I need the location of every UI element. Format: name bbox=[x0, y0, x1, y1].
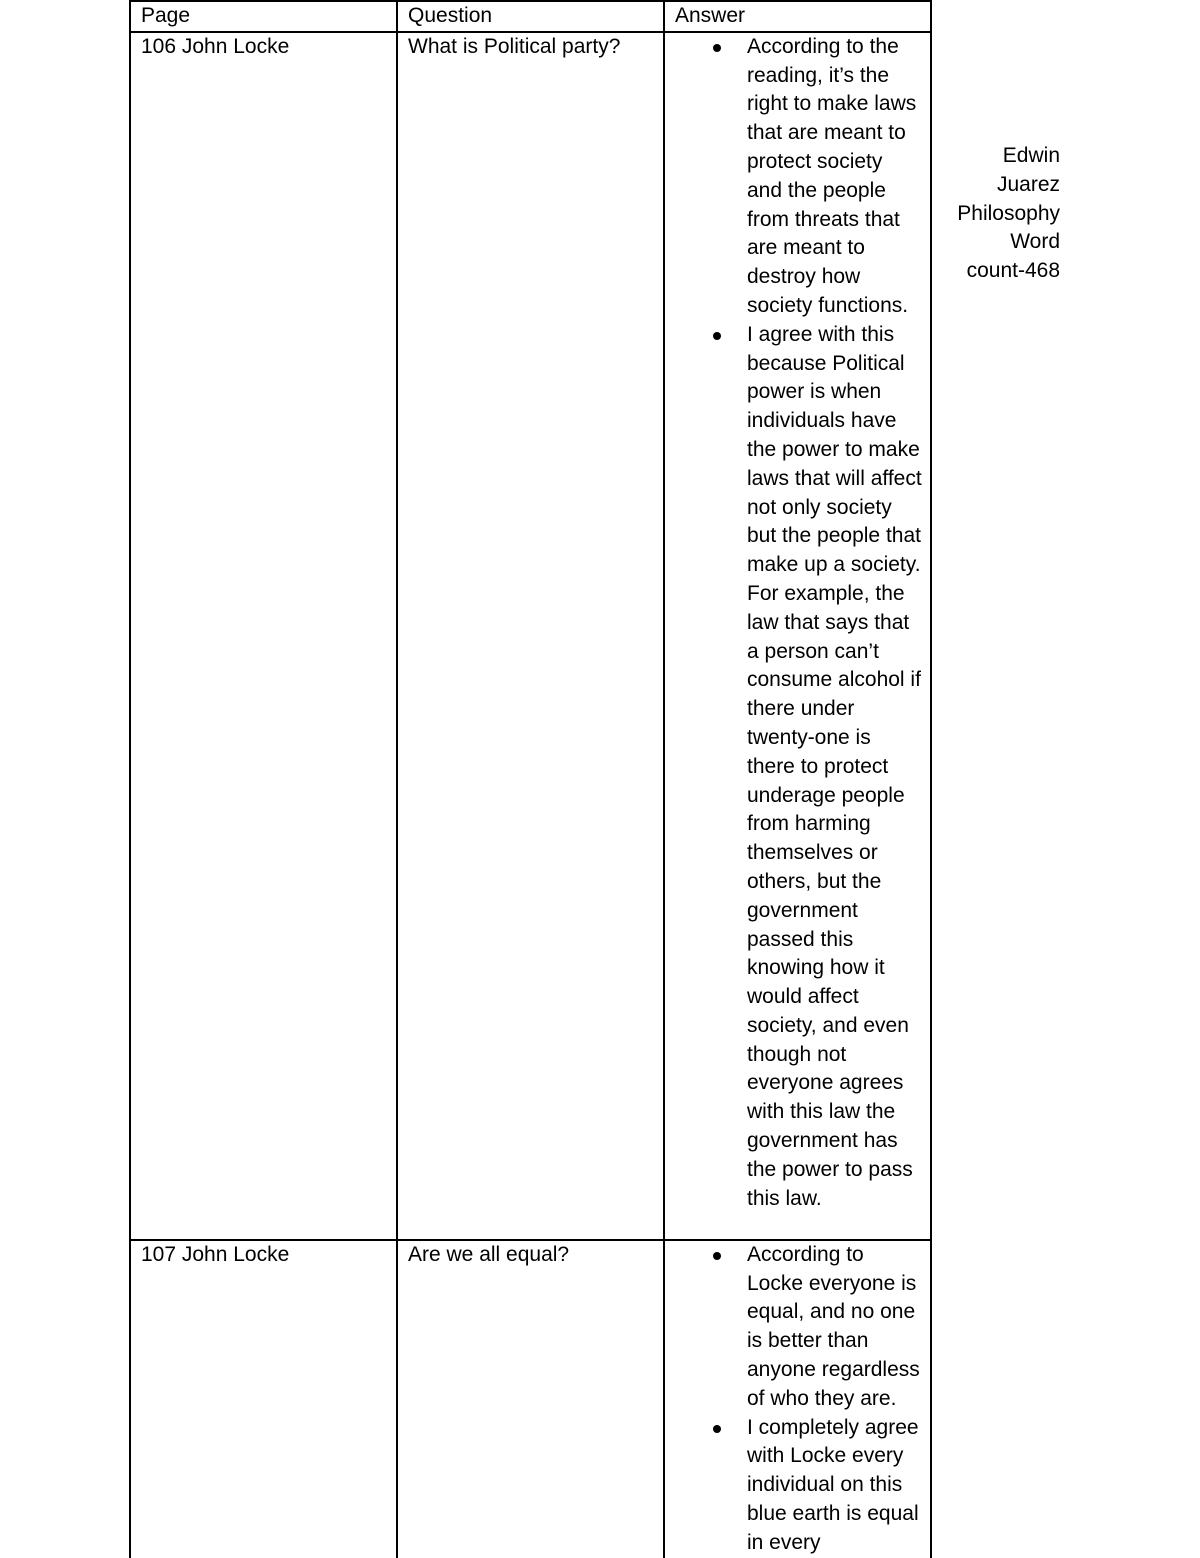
answer-cell bbox=[664, 32, 931, 1240]
answer-text: According to Locke everyone is equal, and no one is better than anyone regardless of who they are. bbox=[747, 1242, 920, 1410]
answer-text: I completely agree with Locke every individual on this blue earth is equal in every bbox=[747, 1415, 919, 1554]
answer-list bbox=[675, 1241, 922, 1558]
answer-text: According to the reading, it’s the right to make laws that are meant to protect society and the people from threats that are meant to destroy how society functions. bbox=[747, 34, 917, 317]
bullet-icon bbox=[713, 44, 721, 52]
course-name: Philosophy bbox=[957, 201, 1060, 225]
table-row bbox=[130, 32, 931, 1240]
answer-cell bbox=[664, 1240, 931, 1558]
table-row bbox=[130, 1240, 931, 1558]
word-count: count-468 bbox=[966, 259, 1060, 283]
answer-item bbox=[747, 321, 922, 1214]
question-cell: Are we all equal? bbox=[397, 1240, 664, 1558]
answer-text: I agree with this because Political power is when individuals have the power to make laws that will affect not only society but the people that make up a society. For example, the law that says that a person can’t consume alcohol if there under twenty-one is there to protect underage people from harming themselves or others, but the government passed this knowing how it would affect society, and even though not everyone agrees with this law the government has the power to pass this law. bbox=[747, 322, 922, 1210]
answer-item bbox=[747, 1414, 922, 1558]
word-label: Word bbox=[1010, 230, 1060, 254]
bullet-icon bbox=[713, 332, 721, 340]
author-first-name: Edwin bbox=[1002, 144, 1060, 167]
bullet-icon bbox=[713, 1425, 721, 1433]
author-last-name: Juarez bbox=[996, 172, 1060, 196]
author-note bbox=[945, 142, 1060, 286]
table-header-row bbox=[130, 1, 931, 32]
question-cell: What is Political party? bbox=[397, 32, 664, 1240]
header-question: Question bbox=[397, 1, 664, 32]
header-answer: Answer bbox=[664, 1, 931, 32]
header-page: Page bbox=[130, 1, 397, 32]
bullet-icon bbox=[713, 1252, 721, 1260]
page-cell: 106 John Locke bbox=[130, 32, 397, 1240]
page-cell: 107 John Locke bbox=[130, 1240, 397, 1558]
answer-list bbox=[675, 33, 922, 1214]
answer-item bbox=[747, 33, 922, 321]
qa-table bbox=[129, 0, 932, 1558]
answer-item bbox=[747, 1241, 922, 1414]
